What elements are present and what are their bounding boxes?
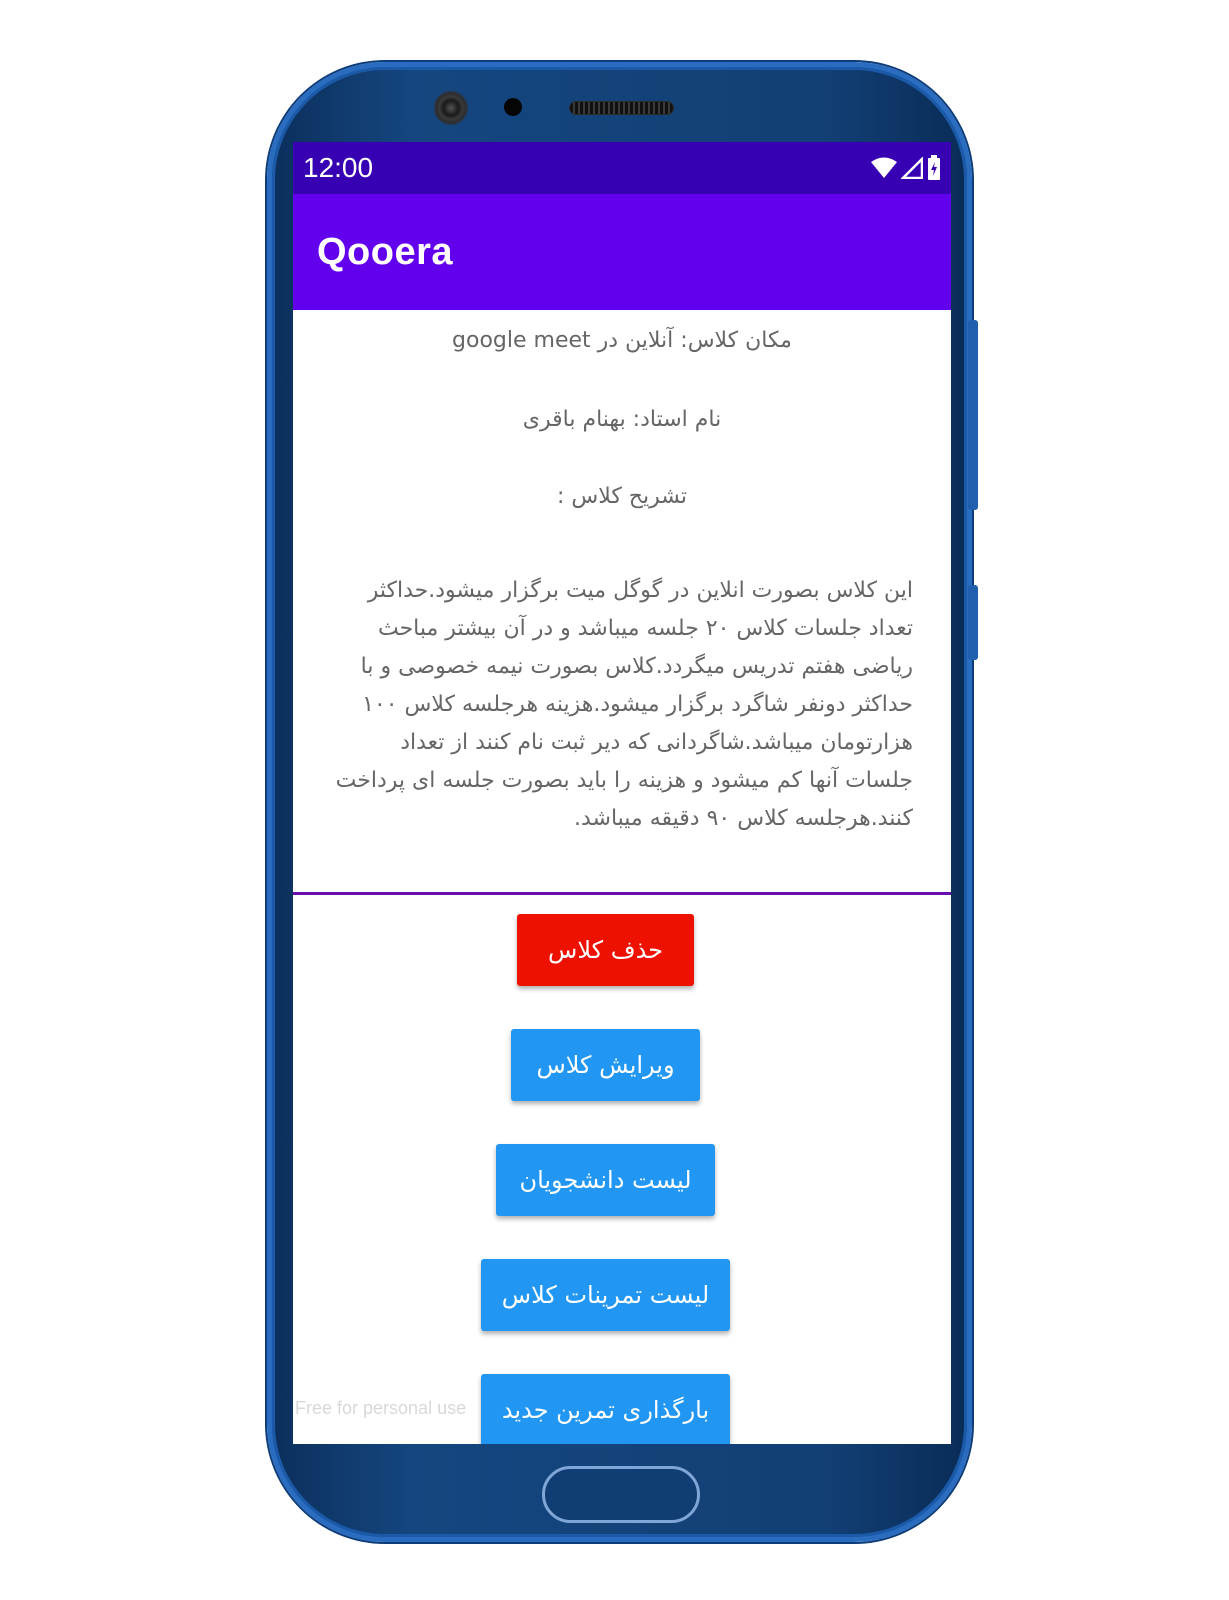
app-title: Qooera <box>317 230 454 273</box>
status-bar <box>293 142 951 194</box>
power-button <box>968 585 978 660</box>
exercises-list-button[interactable]: لیست تمرینات کلاس <box>481 1259 730 1331</box>
teacher-name: نام استاد: بهنام باقری <box>522 407 722 432</box>
upload-exercise-button[interactable]: بارگذاری تمرین جدید <box>481 1374 730 1444</box>
app-screen <box>293 142 951 1444</box>
status-icons <box>871 155 941 181</box>
class-location: مکان کلاس: آنلاین در google meet <box>452 328 792 353</box>
earpiece-speaker <box>569 101 674 115</box>
delete-class-button[interactable]: حذف کلاس <box>517 914 694 986</box>
front-camera <box>434 91 468 125</box>
wifi-icon <box>871 157 897 179</box>
edit-class-button[interactable]: ویرایش کلاس <box>511 1029 700 1101</box>
battery-icon <box>927 155 941 181</box>
students-list-button[interactable]: لیست دانشجویان <box>496 1144 715 1216</box>
status-time: 12:00 <box>303 152 374 183</box>
watermark-text: Free for personal use <box>295 1398 467 1418</box>
description-label: تشریح کلاس : <box>556 484 688 509</box>
divider <box>293 892 951 895</box>
app-bar <box>293 194 951 310</box>
class-description: این کلاس بصورت انلاین در گوگل میت برگزار میشود.حداکثر تعداد جلسات کلاس ۲۰ جلسه میباشد و در آن بیشتر مباحث ریاضی هفتم تدریس میگردد.کلاس بصورت نیمه خصوصی و با حداکثر دونفر شاگرد برگزار میشود.هزینه هرجلسه کلاس ۱۰۰ هزارتومان میباشد.شاگردانی که دیر ثبت نام کنند از تعداد جلسات آنها کم میشود و هزینه را باید بصورت جلسه ای پرداخت کنند.هرجلسه کلاس ۹۰ دقیقه میباشد. <box>335 578 913 831</box>
proximity-sensor <box>504 98 522 116</box>
home-button[interactable] <box>542 1466 700 1523</box>
volume-button <box>968 320 978 510</box>
signal-icon <box>901 157 923 179</box>
